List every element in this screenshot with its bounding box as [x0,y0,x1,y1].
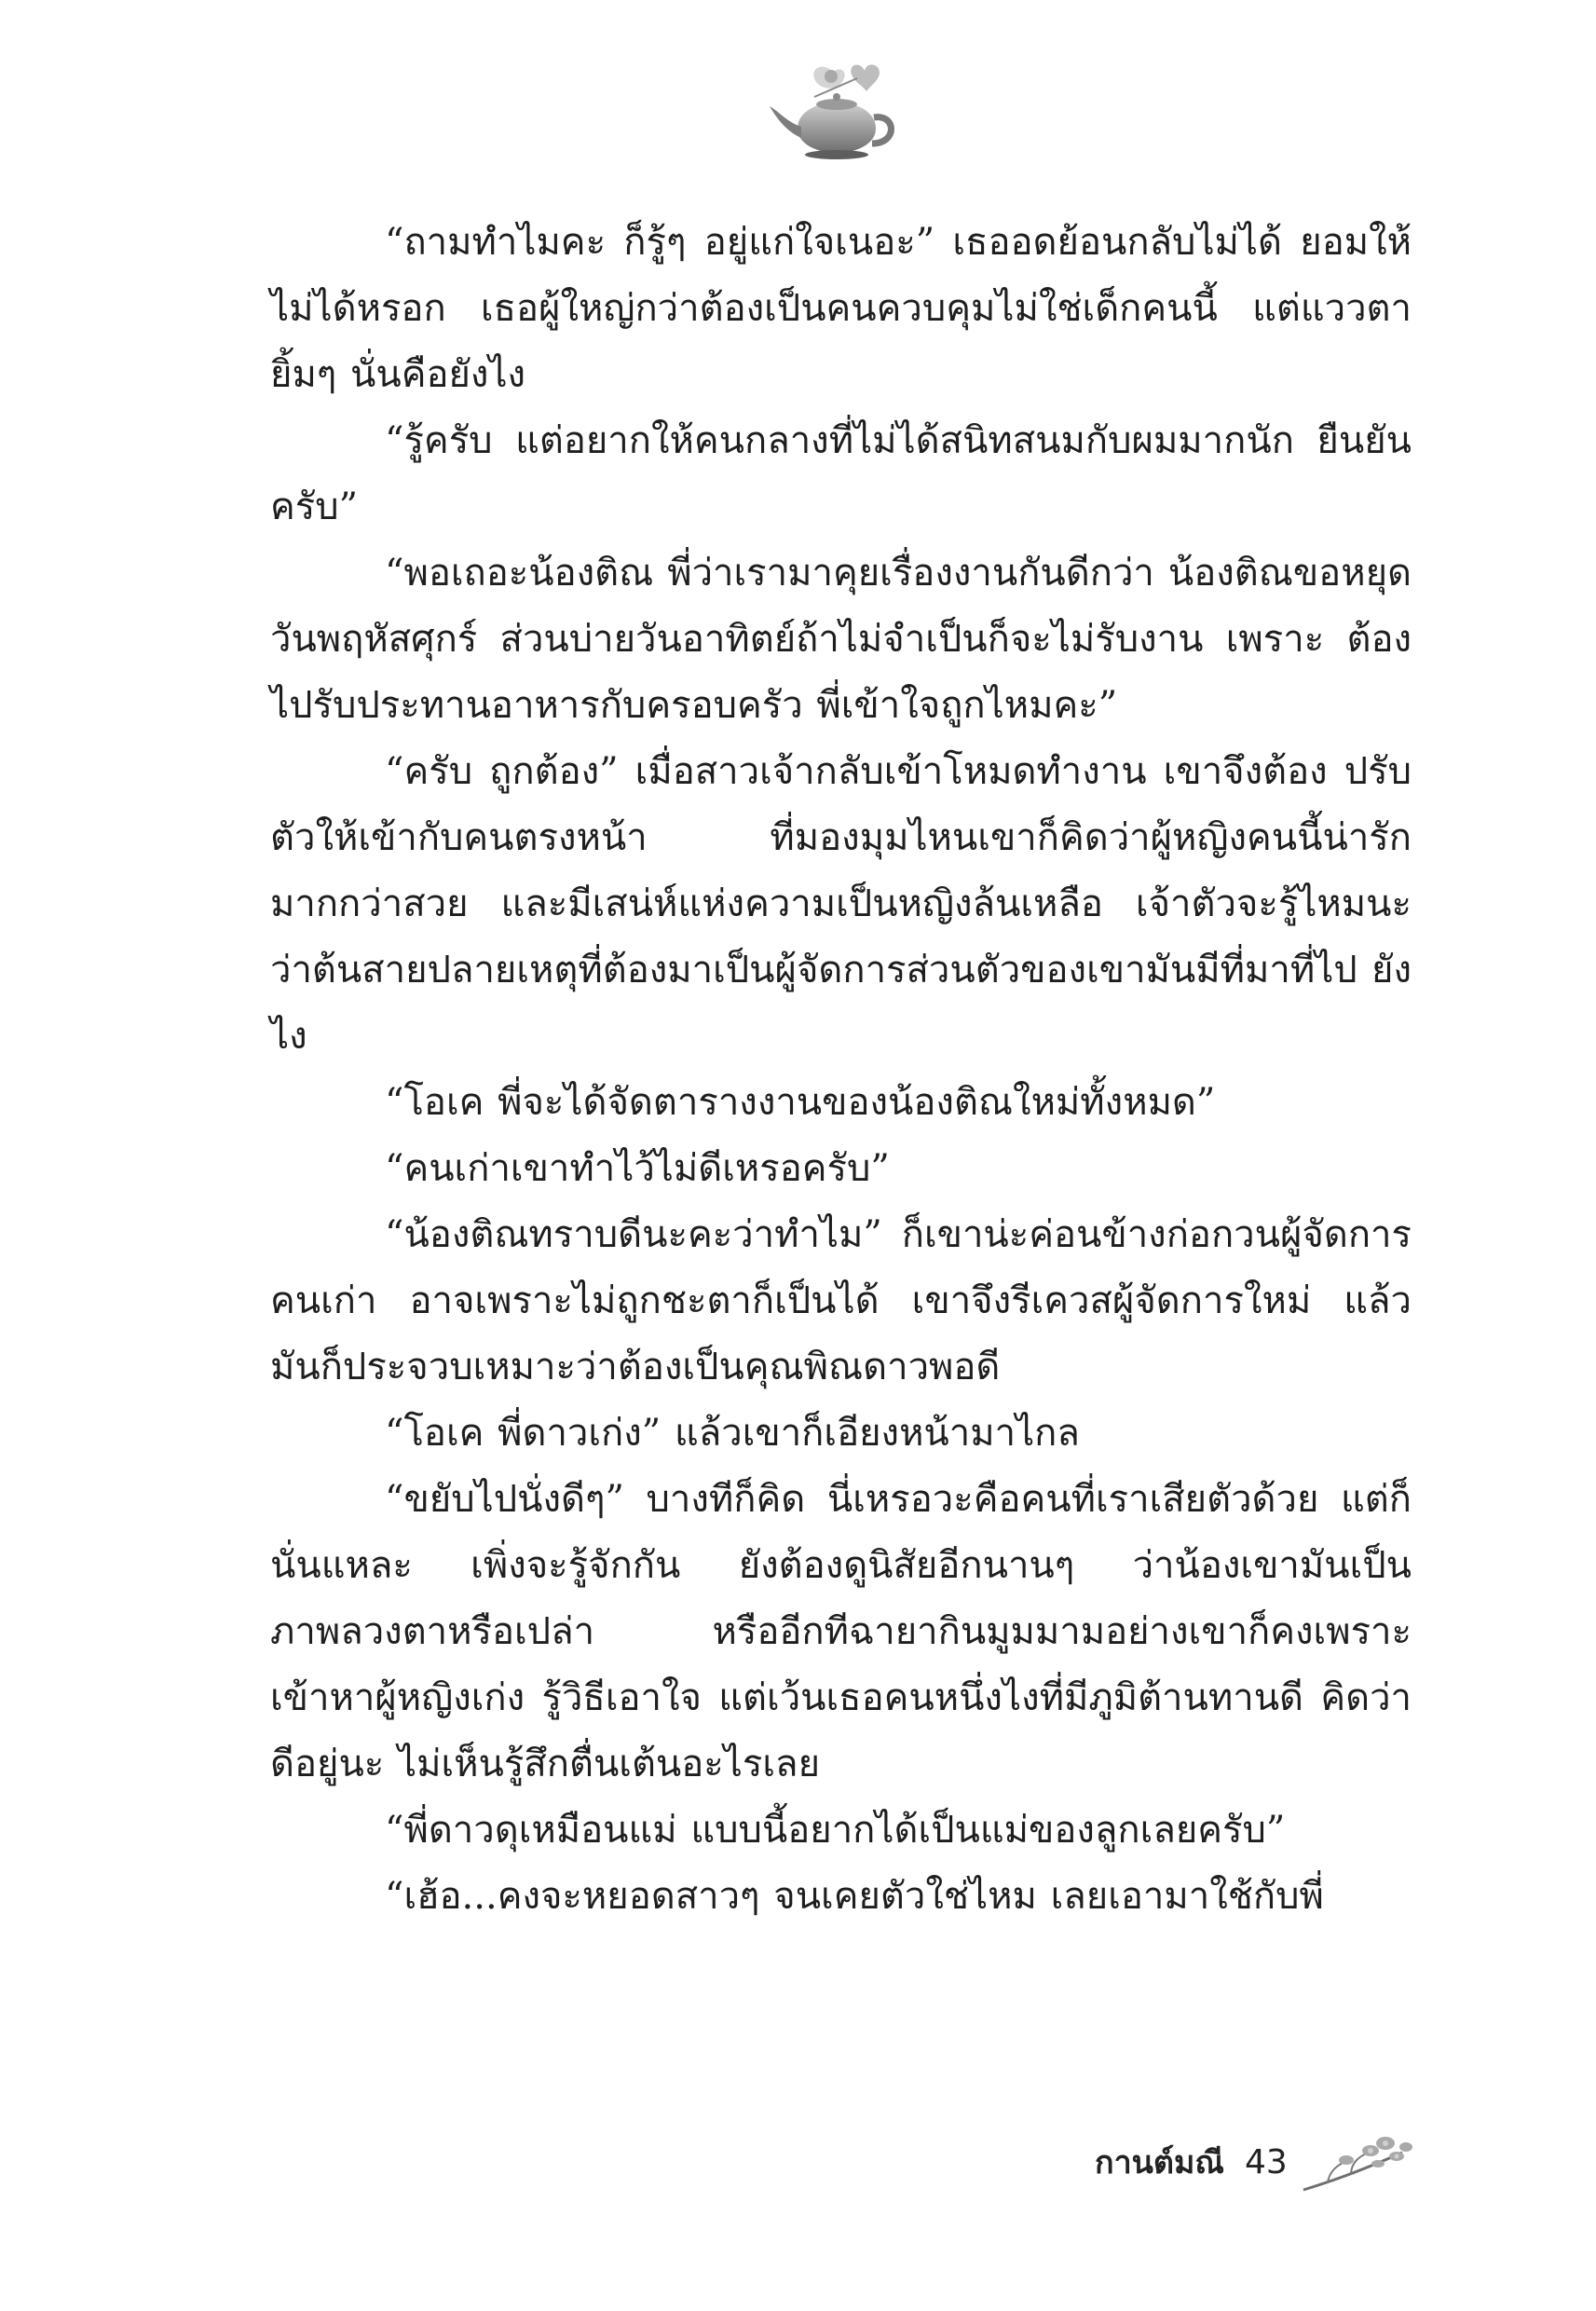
paragraph: “น้องติณทราบดีนะคะว่าทำไม” ก็เขาน่ะค่อนข้างก่อกวนผู้จัดการ คนเก่า อาจเพราะไม่ถูกชะตาก็เป็นได้ เขาจึงรีเควสผู้จัดการใหม่ แล้ว มันก็ประจวบเหมาะว่าต้องเป็นคุณพิณดาวพอดี [270,1213,1412,1388]
paragraph: “โอเค พี่ดาวเก่ง” แล้วเขาก็เอียงหน้ามาไกล [385,1412,1080,1455]
paragraph: “ถามทำไมคะ ก็รู้ๆ อยู่แก่ใจเนอะ” เธออดย้อนกลับไม่ได้ ยอมให้ไม่ได้หรอก เธอผู้ใหญ่กว่าต้องเป็นคนควบคุมไม่ใช่เด็กคนนี้ แต่แววตายิ้มๆ นั่นคือยังไง [270,221,1412,396]
book-title: กานต์มณี [1095,2144,1224,2181]
paragraph: “พี่ดาวดุเหมือนแม่ แบบนี้อยากได้เป็นแม่ของลูกเลยครับ” [385,1809,1286,1852]
paragraph: “โอเค พี่จะได้จัดตารางงานของน้องติณใหม่ทั้งหมด” [385,1081,1216,1124]
flower-sprig-icon [1300,2125,1421,2199]
paragraph: “ครับ ถูกต้อง” เมื่อสาวเจ้ากลับเข้าโหมดทำงาน เขาจึงต้อง ปรับตัวให้เข้ากับคนตรงหน้า ที่มองมุมไหนเขาก็คิดว่าผู้หญิงคนนี้น่ารัก มากกว่าสวย และมีเสน่ห์แห่งความเป็นหญิงล้นเหลือ เจ้าตัวจะรู้ไหมนะ ว่าต้นสายปลายเหตุที่ต้องมาเป็นผู้จัดการส่วนตัวของเขามันมีที่มาที่ไป ยังไง [270,750,1412,1058]
page-number: 43 [1244,2142,1288,2181]
teapot-cupid-ornament-icon [760,54,909,166]
body-text [270,210,1412,1930]
paragraph: “รู้ครับ แต่อยากให้คนกลางที่ไม่ได้สนิทสนมกับผมมากนัก ยืนยันครับ” [270,419,1412,528]
paragraph: “เฮ้อ...คงจะหยอดสาวๆ จนเคยตัวใช่ไหม เลยเอามาใช้กับพี่ [385,1875,1324,1918]
page-footer [1095,2134,1288,2190]
paragraph: “ขยับไปนั่งดีๆ” บางทีก็คิด นี่เหรอวะคือคนที่เราเสียตัวด้วย แต่ก็นั่นแหละ เพิ่งจะรู้จักกัน ยังต้องดูนิสัยอีกนานๆ ว่าน้องเขามันเป็น ภาพลวงตาหรือเปล่า หรืออีกทีฉายากินมูมมามอย่างเขาก็คงเพราะ เข้าหาผู้หญิงเก่ง รู้วิธีเอาใจ แต่เว้นเธอคนหนึ่งไงที่มีภูมิต้านทานดี คิดว่าดีอยู่นะ ไม่เห็นรู้สึกตื่นเต้นอะไรเลย [270,1478,1412,1785]
paragraph: “คนเก่าเขาทำไว้ไม่ดีเหรอครับ” [385,1147,890,1190]
paragraph: “พอเถอะน้องติณ พี่ว่าเรามาคุยเรื่องงานกันดีกว่า น้องติณขอหยุด วันพฤหัสศุกร์ ส่วนบ่ายวันอาทิตย์ถ้าไม่จำเป็นก็จะไม่รับงาน เพราะ ต้องไปรับประทานอาหารกับครอบครัว พี่เข้าใจถูกไหมคะ” [270,552,1412,727]
